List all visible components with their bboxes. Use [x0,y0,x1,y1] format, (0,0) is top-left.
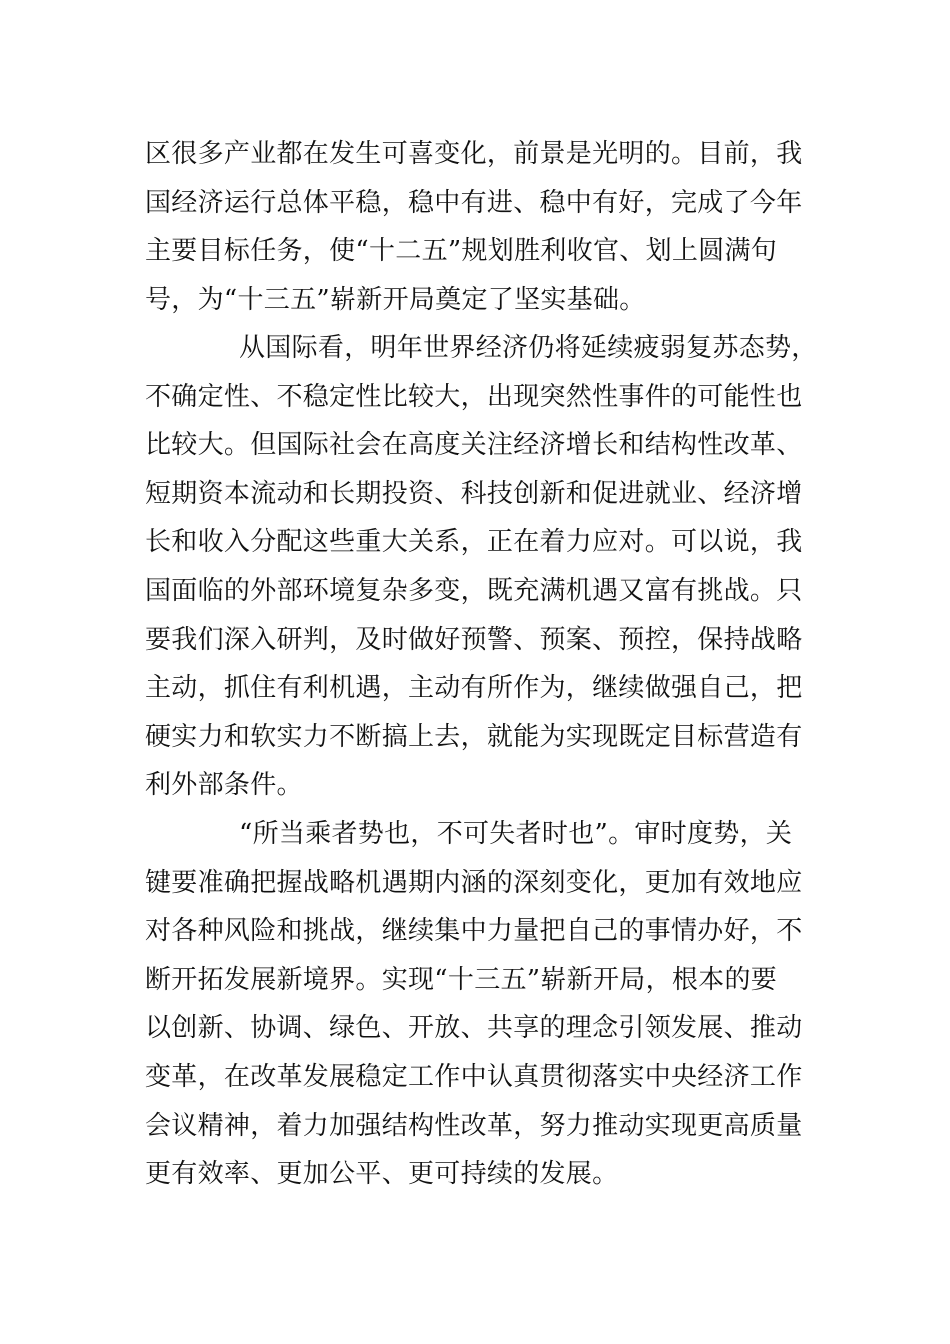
text-line: “所当乘者势也，不可失者时也”。审时度势，关 [239,819,793,849]
text-line: 断开拓发展新境界。实现“十三五”崭新开局，根本的要 [145,964,778,995]
paragraph-strategic-opportunity [145,810,805,1199]
text-line: 主动，抓住有利机遇，主动有所作为，继续做强自己，把 [145,673,803,704]
text-line: 号，为“十三五”崭新开局奠定了坚实基础。 [145,284,646,315]
text-line: 国面临的外部环境复杂多变，既充满机遇又富有挑战。只 [145,575,803,606]
text-line: 比较大。但国际社会在高度关注经济增长和结构性改革、 [145,430,803,461]
text-line: 主要目标任务，使“十二五”规划胜利收官、划上圆满句 [145,236,778,267]
text-line: 利外部条件。 [145,770,303,801]
text-line: 键要准确把握战略机遇期内涵的深刻变化，更加有效地应 [145,867,803,898]
text-line: 会议精神，着力加强结构性改革，努力推动实现更高质量 [145,1110,803,1141]
text-line: 对各种风险和挑战，继续集中力量把自己的事情办好，不 [145,916,803,947]
paragraph-international-outlook [145,324,818,810]
text-line: 硬实力和软实力不断搞上去，就能为实现既定目标营造有 [145,721,803,752]
text-line: 国经济运行总体平稳，稳中有进、稳中有好，完成了今年 [145,187,803,218]
text-line: 从国际看，明年世界经济仍将延续疲弱复苏态势， [239,333,818,363]
paragraph-domestic-economy [145,130,805,324]
text-line: 区很多产业都在发生可喜变化，前景是光明的。目前，我 [145,139,803,169]
text-line: 长和收入分配这些重大关系，正在着力应对。可以说，我 [145,527,803,558]
text-line: 要我们深入研判，及时做好预警、预案、预控，保持战略 [145,624,803,655]
text-line: 以创新、协调、绿色、开放、共享的理念引领发展、推动 [145,1013,803,1044]
text-line: 不确定性、不稳定性比较大，出现突然性事件的可能性也 [145,381,803,412]
text-line: 更有效率、更加公平、更可持续的发展。 [145,1159,619,1190]
text-line: 变革，在改革发展稳定工作中认真贯彻落实中央经济工作 [145,1061,803,1092]
text-line: 短期资本流动和长期投资、科技创新和促进就业、经济增 [145,478,803,509]
